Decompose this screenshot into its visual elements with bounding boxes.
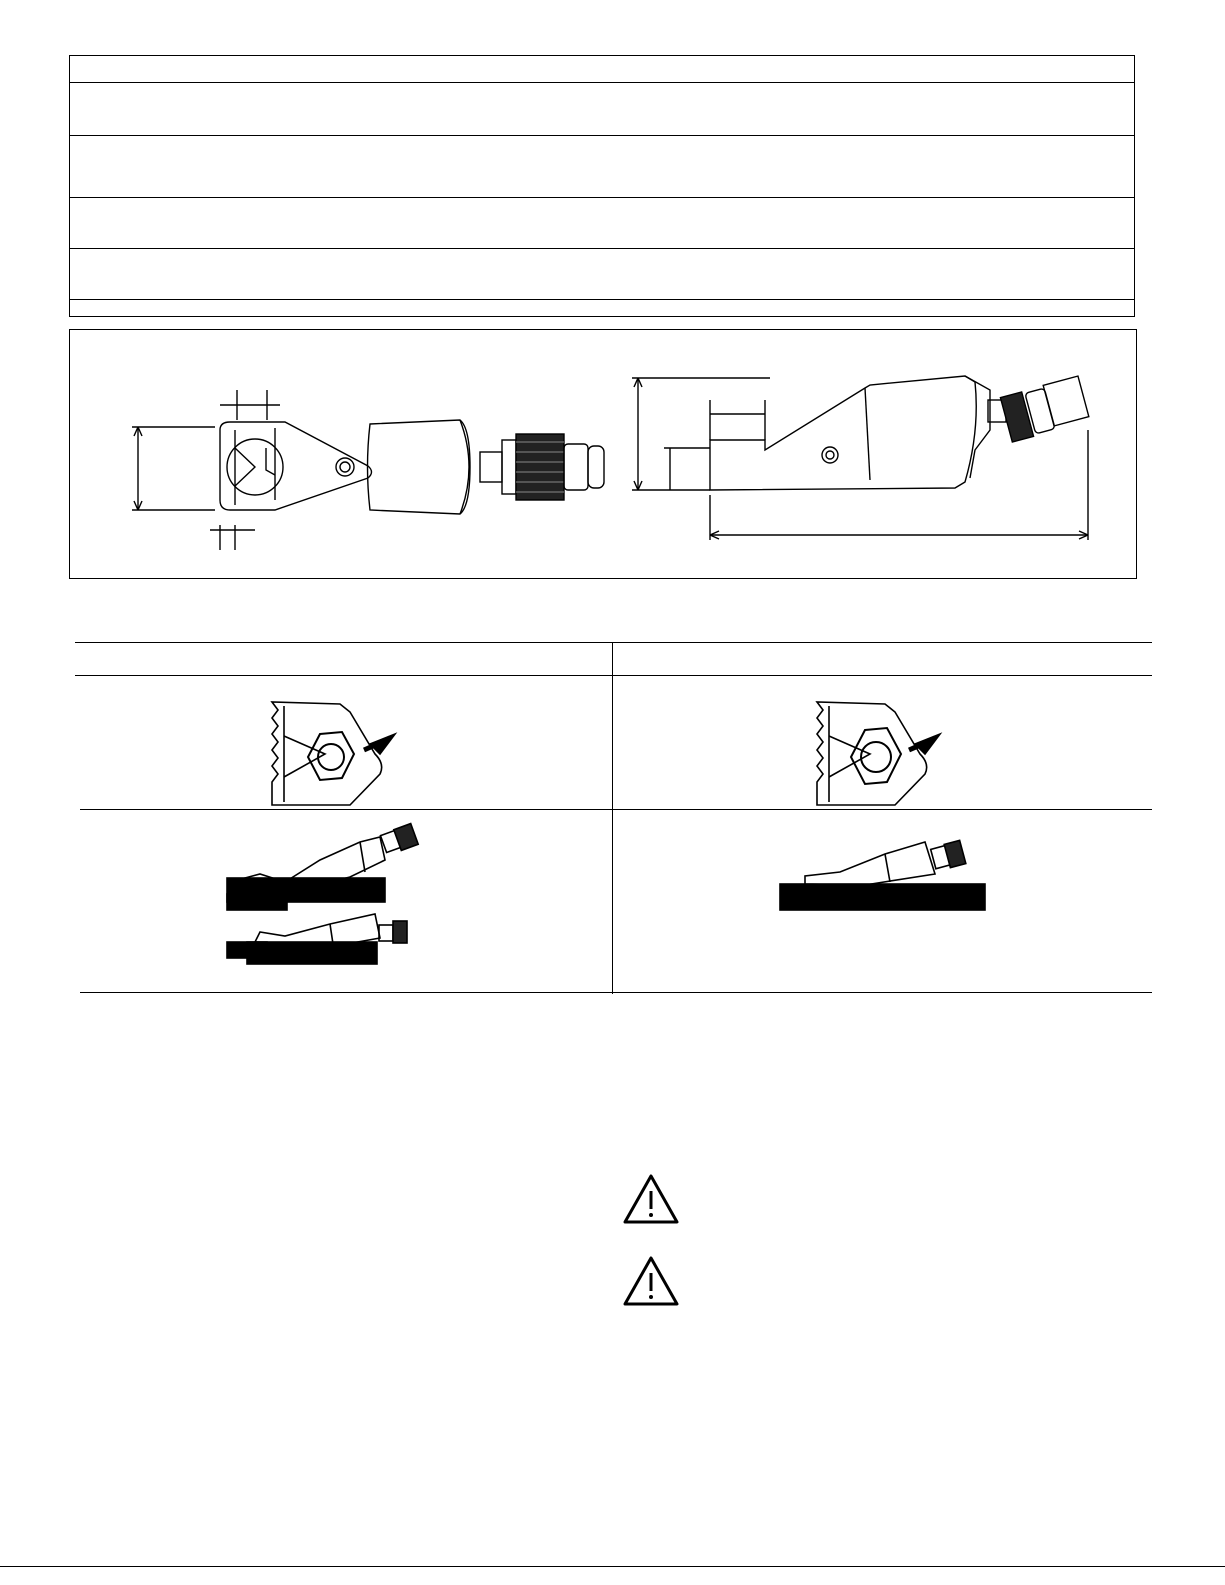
warning-icon bbox=[622, 1255, 680, 1307]
warning-icon bbox=[622, 1173, 680, 1225]
specification-table bbox=[69, 55, 1135, 317]
spec-row bbox=[70, 248, 1134, 300]
nut-splitter-front-view-icon bbox=[132, 390, 604, 550]
spec-label bbox=[70, 247, 86, 269]
nut-in-blade-right-icon bbox=[817, 702, 940, 805]
spec-row bbox=[70, 197, 1134, 248]
tool-on-tilted-surface-icon bbox=[227, 824, 418, 964]
nut-in-blade-left-icon bbox=[272, 702, 395, 805]
spec-label bbox=[70, 54, 86, 76]
tool-on-flat-surface-icon bbox=[780, 840, 985, 910]
spec-label bbox=[70, 196, 86, 218]
spec-row bbox=[70, 135, 1134, 197]
footer-rule bbox=[0, 1566, 1225, 1567]
nut-splitter-side-view-icon bbox=[632, 376, 1089, 540]
warning-2 bbox=[622, 1255, 680, 1312]
spec-label bbox=[70, 298, 86, 320]
dimension-drawing bbox=[70, 330, 1136, 578]
compatibility-illustrations bbox=[75, 642, 1152, 994]
spec-row bbox=[70, 82, 1134, 135]
spec-label bbox=[70, 81, 86, 103]
spec-row bbox=[70, 299, 1134, 317]
spec-row bbox=[70, 56, 1134, 82]
compatibility-table bbox=[75, 642, 1152, 994]
dimension-figure bbox=[69, 329, 1137, 579]
warning-1 bbox=[622, 1173, 680, 1230]
spec-label bbox=[70, 134, 86, 156]
